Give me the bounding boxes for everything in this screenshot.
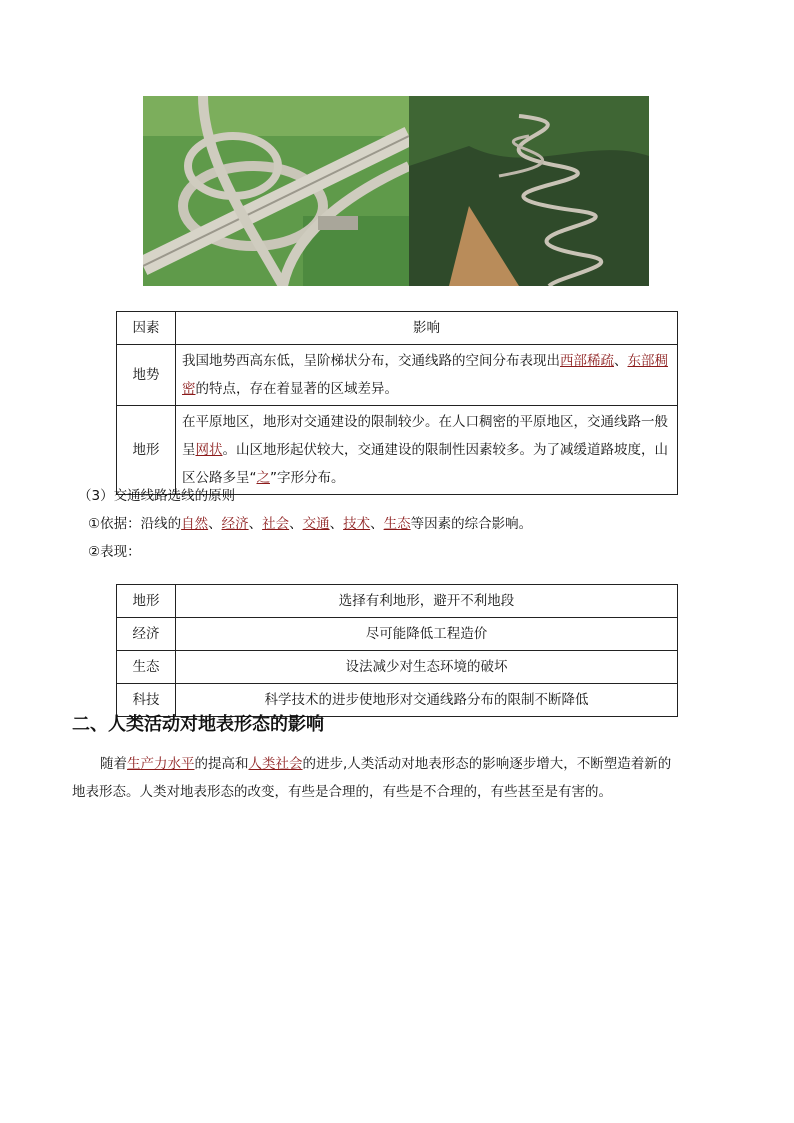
header-factor: 因素 [117, 312, 176, 345]
section-3-title: （3）交通线路选线的原则 [78, 488, 236, 504]
table-row [117, 406, 678, 495]
table-row: 科技 科学技术的进步使地形对交通线路分布的限制不断降低 [117, 684, 678, 717]
factor-cell: 地形 [117, 406, 176, 495]
table-row [117, 312, 678, 345]
route-principle-table [116, 584, 678, 717]
table-row [117, 345, 678, 406]
terrain-factor-table [116, 311, 678, 495]
mountain-switchback-road-photo [409, 96, 649, 286]
table-row: 地形 选择有利地形，避开不利地段 [117, 585, 678, 618]
photo-strip [143, 96, 649, 286]
highway-interchange-photo [143, 96, 409, 286]
factor-cell: 地势 [117, 345, 176, 406]
impact-cell: 我国地势西高东低，呈阶梯状分布，交通线路的空间分布表现出西部稀疏、东部稠密的特点，存在着显著的区域差异。 [176, 345, 678, 406]
table-row: 经济 尽可能降低工程造价 [117, 618, 678, 651]
basis-line: ①依据：沿线的自然、经济、社会、交通、技术、生态等因素的综合影响。 [88, 516, 533, 532]
section-heading: 二、人类活动对地表形态的影响 [72, 714, 324, 735]
header-impact: 影响 [176, 312, 678, 345]
body-paragraph: 随着生产力水平的提高和人类社会的进步,人类活动对地表形态的影响逐步增大，不断塑造着新的地表形态。人类对地表形态的改变，有些是合理的，有些是不合理的，有些甚至是有害的。 [72, 756, 672, 800]
impact-cell: 在平原地区，地形对交通建设的限制较少。在人口稠密的平原地区，交通线路一般呈网状。山区地形起伏较大，交通建设的限制性因素较多。为了减缓道路坡度，山区公路多呈“之”字形分布。 [176, 406, 678, 495]
table-row: 生态 设法减少对生态环境的破坏 [117, 651, 678, 684]
expression-label: ②表现： [88, 544, 141, 560]
